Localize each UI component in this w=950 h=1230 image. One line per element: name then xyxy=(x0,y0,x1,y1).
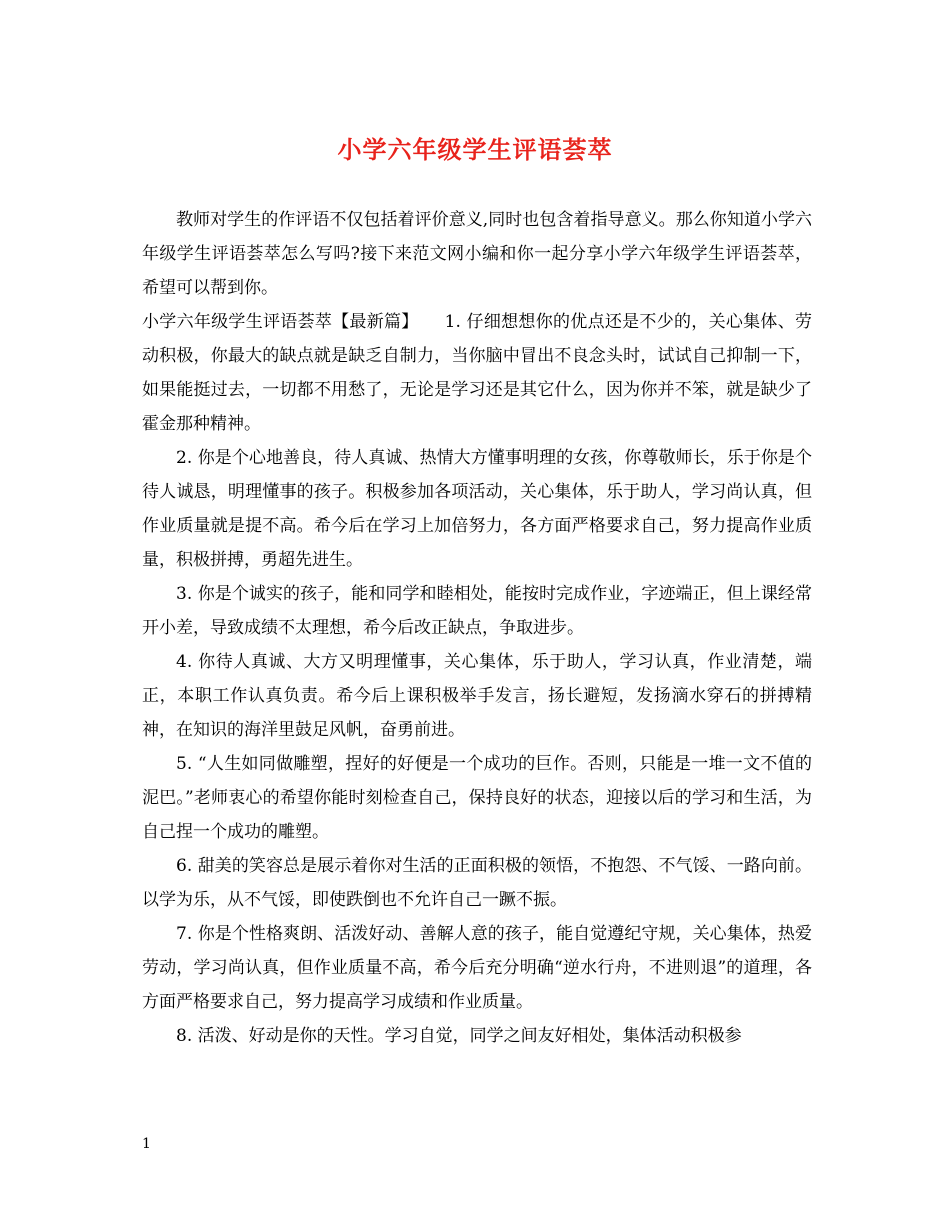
comment-paragraph-2: 2. 你是个心地善良，待人真诚、热情大方懂事明理的女孩，你尊敬师长，乐于你是个待人诚恳，明理懂事的孩子。积极参加各项活动，关心集体，乐于助人，学习尚认真，但作业质量就是提不高。希今后在学习上加倍努力，各方面严格要求自己，努力提高作业质量，积极拼搏，勇超先进生。 xyxy=(142,448,812,570)
page-title: 小学六年级学生评语荟萃 xyxy=(337,136,613,164)
comment-paragraph-8: 8. 活泼、好动是你的天性。学习自觉，同学之间友好相处，集体活动积极参 xyxy=(176,1026,742,1046)
document-body xyxy=(142,203,812,1053)
section-heading-paragraph: 小学六年级学生评语荟萃【最新篇】 1. 仔细想想你的优点还是不少的，关心集体、劳动积极，你最大的缺点就是缺乏自制力，当你脑中冒出不良念头时，试试自己抑制一下，如果能挺过去，一切都不用愁了，无论是学习还是其它什么，因为你并不笨，就是缺少了霍金那种精神。 xyxy=(142,312,812,434)
intro-paragraph: 教师对学生的作评语不仅包括着评价意义,同时也包含着指导意义。那么你知道小学六年级学生评语荟萃怎么写吗?接下来范文网小编和你一起分享小学六年级学生评语荟萃，希望可以帮到你。 xyxy=(142,210,812,298)
page-number: 1 xyxy=(142,1136,151,1152)
comment-paragraph-6: 6. 甜美的笑容总是展示着你对生活的正面积极的领悟，不抱怨、不气馁、一路向前。以学为乐，从不气馁，即使跌倒也不允许自己一蹶不振。 xyxy=(142,856,812,910)
comment-paragraph-4: 4. 你待人真诚、大方又明理懂事，关心集体，乐于助人，学习认真，作业清楚，端正，本职工作认真负责。希今后上课积极举手发言，扬长避短，发扬滴水穿石的拼搏精神，在知识的海洋里鼓足风帆，奋勇前进。 xyxy=(142,652,812,740)
comment-paragraph-7: 7. 你是个性格爽朗、活泼好动、善解人意的孩子，能自觉遵纪守规，关心集体，热爱劳动，学习尚认真，但作业质量不高，希今后充分明确“逆水行舟，不进则退”的道理，各方面严格要求自己，努力提高学习成绩和作业质量。 xyxy=(142,924,812,1012)
comment-paragraph-3: 3. 你是个诚实的孩子，能和同学和睦相处，能按时完成作业，字迹端正，但上课经常开小差，导致成绩不太理想，希今后改正缺点，争取进步。 xyxy=(142,584,812,638)
comment-paragraph-5: 5. “人生如同做雕塑，捏好的好便是一个成功的巨作。否则，只能是一堆一文不值的泥巴。”老师衷心的希望你能时刻检查自己，保持良好的状态，迎接以后的学习和生活，为自己捏一个成功的雕塑。 xyxy=(142,754,812,842)
